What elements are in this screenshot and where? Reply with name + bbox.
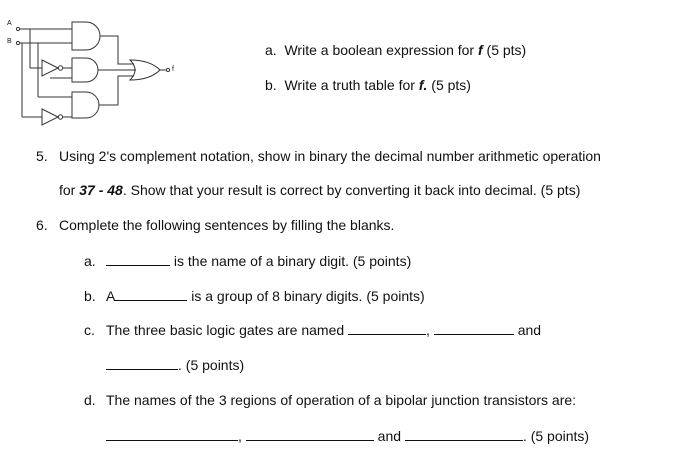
q5-line2-post: . Show that your result is correct by converting it back into decimal. (5 pts) [122,182,581,198]
q6-d-label: d. [84,392,96,408]
q6-c-tail: . (5 points) [178,357,245,373]
q4-b-var: f. [418,77,428,93]
q5-line2 [59,182,580,199]
or-gate [130,60,160,80]
not-gate-1 [42,60,58,76]
q6-c-comma: , [426,322,430,338]
q5-number: 5. [36,148,48,164]
q6-d-comma: , [238,428,242,444]
q6-d-blank-1[interactable] [106,428,238,441]
q6-a-line [106,253,411,270]
q5-line2-pre: for [59,182,76,198]
q6-c-blank-2[interactable] [434,322,514,335]
q6-number: 6. [36,217,48,233]
output-f-label: f [172,66,174,73]
q6-d-and: and [377,428,402,444]
not-gate-2 [42,109,58,125]
q6-c-and: and [517,322,542,338]
q6-c-blank-3[interactable] [106,357,178,370]
wire-and3-or [99,76,134,105]
input-b-label: B [7,38,12,45]
q6-a-blank[interactable] [106,253,170,266]
q4-a-pts: (5 pts) [486,42,527,58]
q6-c-line2 [106,357,244,374]
input-b-terminal [16,41,19,44]
q6-d-blank-3[interactable] [405,428,523,441]
q6-d-blank-2[interactable] [246,428,374,441]
q4-part-b [265,77,471,94]
q6-c-line [106,322,541,339]
input-a-terminal [16,27,19,30]
q4-a-text: Write a boolean expression for [284,42,475,58]
q6-title: Complete the following sentences by filling the blanks. [59,217,395,233]
q6-c-blank-1[interactable] [348,322,426,335]
q6-c-label: c. [84,322,95,338]
q6-d-tail: . (5 points) [522,428,590,444]
and-gate-2 [72,58,98,82]
output-f-terminal [166,68,169,71]
q4-a-var: f [477,42,483,58]
q6-a-label: a. [84,253,96,269]
q6-b-line [106,288,425,305]
q6-b-text: is a group of 8 binary digits. (5 points) [191,288,425,304]
q6-b-pre: A [106,288,116,304]
q6-d-text: The names of the 3 regions of operation of a bipolar junction transistors are: [106,392,577,408]
q4-a-prefix: a. [265,42,277,58]
q4-part-a [265,42,526,59]
q5-expr: 37 - 48 [79,182,123,198]
input-a-label: A [7,20,12,27]
q6-a-text: is the name of a binary digit. (5 points) [173,253,412,269]
wire-and1-or [100,36,134,64]
q6-b-label: b. [84,288,96,304]
q4-b-prefix: b. [265,77,277,93]
q6-b-blank[interactable] [115,288,187,301]
wire-b-to-not2 [22,43,42,117]
and-gate-1 [72,22,100,50]
q4-b-pts: (5 pts) [431,77,471,93]
and-gate-3 [72,92,99,118]
wire-a-to-not [30,29,42,68]
q6-d-line2 [106,428,589,445]
q4-b-text: Write a truth table for [284,77,415,93]
q5-line1: Using 2's complement notation, show in binary the decimal number arithmetic operation [59,148,601,164]
q6-c-text: The three basic logic gates are named [106,322,345,338]
wire-not2-out [63,112,72,117]
